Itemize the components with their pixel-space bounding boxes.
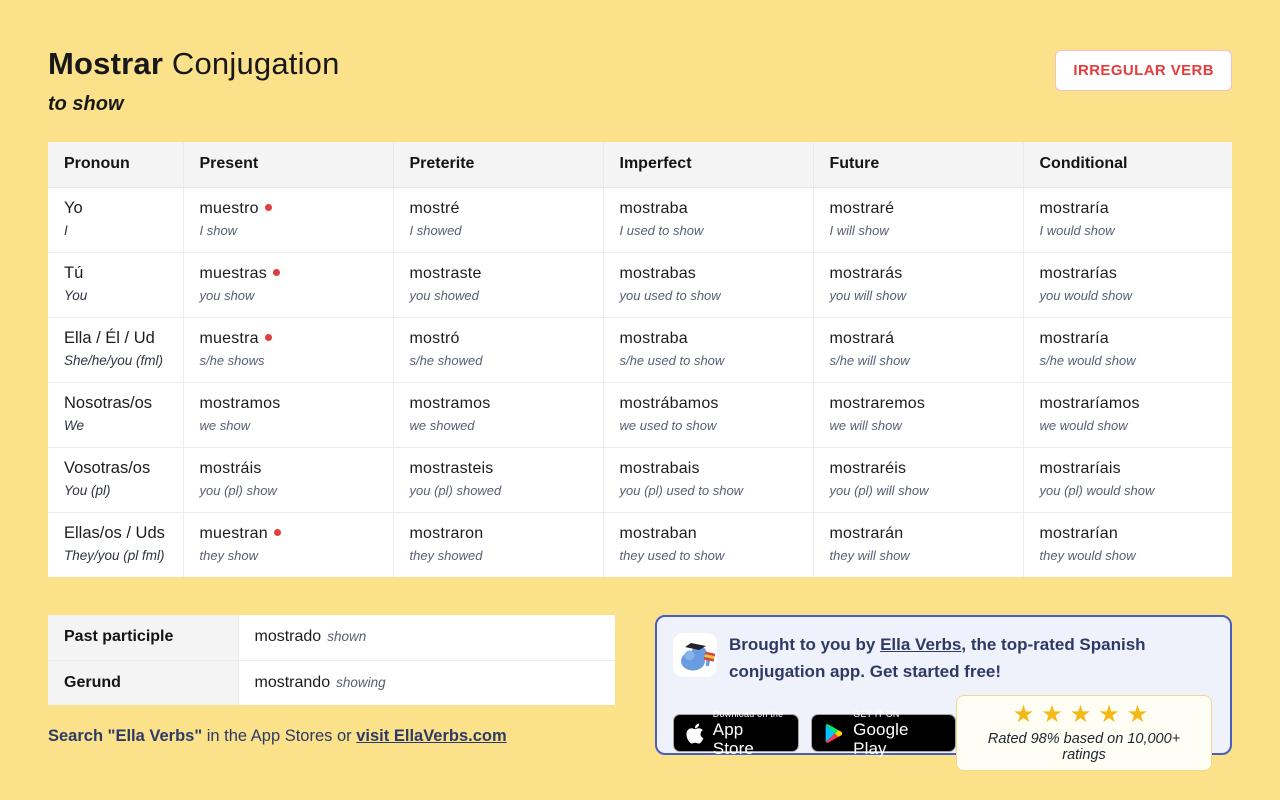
visit-ellaverbs-link[interactable]: visit EllaVerbs.com	[356, 727, 507, 745]
conjugation-cell	[1023, 447, 1232, 512]
pronoun: Yo	[64, 199, 83, 217]
title-suffix: Conjugation	[163, 46, 340, 81]
pronoun: Tú	[64, 264, 84, 282]
conjugated-form: mostraba	[619, 199, 688, 217]
irregular-dot-icon	[273, 269, 280, 276]
form-translation: s/he used to show	[619, 352, 725, 368]
conjugation-table	[48, 142, 1232, 577]
form-translation: they would show	[1039, 547, 1136, 563]
conjugated-form: mostraré	[829, 199, 895, 217]
conjugation-cell	[183, 317, 393, 382]
conjugated-form: mostrasteis	[409, 459, 494, 477]
conjugation-cell	[183, 382, 393, 447]
form-translation: you show	[199, 287, 255, 303]
conjugated-form: mostrará	[829, 329, 895, 347]
promo-box	[655, 615, 1232, 764]
form-translation: I show	[199, 222, 238, 238]
irregular-dot-icon	[265, 334, 272, 341]
form-translation: they show	[199, 547, 259, 563]
conjugated-form: mostraban	[619, 524, 697, 542]
form-translation: you showed	[409, 287, 479, 303]
pronoun-translation: I	[64, 223, 68, 238]
pronoun-cell	[48, 317, 183, 382]
irregular-dot-icon	[265, 204, 272, 211]
form-translation: s/he would show	[1039, 352, 1136, 368]
past-participle-translation: shown	[327, 629, 367, 645]
table-row	[48, 317, 1232, 382]
conjugation-cell	[183, 512, 393, 577]
conjugated-form: mostrarás	[829, 264, 903, 282]
conjugation-cell	[1023, 317, 1232, 382]
conjugation-cell	[603, 382, 813, 447]
promo-footer	[673, 695, 1212, 771]
five-stars-icon: ★★★★★	[1012, 701, 1156, 729]
column-header-present: Present	[183, 142, 393, 187]
gerund-label: Gerund	[48, 660, 238, 705]
conjugation-cell	[813, 252, 1023, 317]
conjugated-form: mostraríais	[1039, 459, 1121, 477]
verb-name: Mostrar	[48, 46, 164, 81]
conjugation-cell	[1023, 382, 1232, 447]
form-translation: you (pl) show	[199, 482, 277, 498]
form-translation: you will show	[829, 287, 907, 303]
conjugation-cell	[393, 382, 603, 447]
table-row	[48, 660, 615, 705]
form-translation: you (pl) used to show	[619, 482, 744, 498]
column-header-imperfect: Imperfect	[603, 142, 813, 187]
conjugation-cell	[813, 382, 1023, 447]
form-translation: we show	[199, 417, 251, 433]
conjugation-cell	[393, 187, 603, 252]
pronoun: Vosotras/os	[64, 459, 151, 477]
pronoun-translation: You (pl)	[64, 483, 111, 498]
conjugated-form: mostrarían	[1039, 524, 1118, 542]
conjugation-cell	[813, 447, 1023, 512]
table-row	[48, 615, 615, 660]
table-row	[48, 512, 1232, 577]
irregular-dot-icon	[274, 529, 281, 536]
conjugation-table-body	[48, 187, 1232, 577]
column-header-conditional: Conditional	[1023, 142, 1232, 187]
table-row	[48, 382, 1232, 447]
pronoun-translation: They/you (pl fml)	[64, 548, 165, 564]
table-row	[48, 187, 1232, 252]
apple-icon	[686, 722, 704, 745]
past-participle-word: mostrado	[254, 628, 322, 646]
conjugated-form: mostraste	[409, 264, 482, 282]
form-translation: you (pl) will show	[829, 482, 929, 498]
table-row	[48, 252, 1232, 317]
pronoun-translation: You	[64, 288, 88, 303]
app-store-note	[48, 727, 615, 746]
search-ella-verbs-text: Search "Ella Verbs"	[48, 727, 203, 745]
verb-translation: to show	[48, 93, 124, 115]
bottom-section	[48, 615, 1232, 764]
conjugation-cell	[393, 512, 603, 577]
conjugated-form: mostraríamos	[1039, 394, 1140, 412]
pronoun: Ella / Él / Ud	[64, 329, 155, 347]
conjugated-form: mostráis	[199, 459, 262, 477]
ella-verbs-app-icon	[673, 633, 717, 677]
form-translation: I would show	[1039, 222, 1115, 238]
promo-text-before: Brought to you by	[729, 635, 881, 654]
form-translation: you (pl) showed	[409, 482, 502, 498]
form-translation: we will show	[829, 417, 902, 433]
pronoun-cell	[48, 447, 183, 512]
conjugated-form: mostramos	[409, 394, 491, 412]
promo-message	[729, 631, 1212, 685]
form-translation: they will show	[829, 547, 910, 563]
pronoun-cell	[48, 252, 183, 317]
appstore-badge-big-text: App Store	[712, 719, 754, 758]
conjugation-cell	[393, 252, 603, 317]
rating-text: Rated 98% based on 10,000+ ratings	[987, 731, 1181, 764]
conjugated-form: mostré	[409, 199, 460, 217]
column-header-preterite: Preterite	[393, 142, 603, 187]
gerund-value	[238, 660, 615, 705]
ella-verbs-link[interactable]: Ella Verbs	[880, 635, 962, 654]
extras-table	[48, 615, 615, 705]
conjugated-form: mostraba	[619, 329, 688, 347]
table-row	[48, 447, 1232, 512]
form-translation: we used to show	[619, 417, 717, 433]
conjugated-form: muestra	[200, 330, 377, 348]
conjugated-form: mostrabais	[619, 459, 700, 477]
conjugated-form: muestras	[200, 265, 377, 283]
conjugation-cell	[393, 317, 603, 382]
pronoun-cell	[48, 512, 183, 577]
form-translation: we showed	[409, 417, 475, 433]
form-translation: s/he will show	[829, 352, 910, 368]
past-participle-label: Past participle	[48, 615, 238, 660]
column-header-pronoun: Pronoun	[48, 142, 183, 187]
conjugation-cell	[1023, 512, 1232, 577]
pronoun-translation: She/he/you (fml)	[64, 353, 164, 368]
gerund-translation: showing	[336, 674, 386, 690]
gerund-word: mostrando	[254, 673, 331, 691]
conjugated-form: muestran	[200, 525, 377, 543]
pronoun-cell	[48, 187, 183, 252]
conjugated-form: mostraría	[1039, 329, 1109, 347]
conjugation-cell	[813, 187, 1023, 252]
conjugated-form: muestro	[200, 200, 377, 218]
conjugation-cell	[603, 187, 813, 252]
promo-header	[673, 631, 1212, 685]
conjugation-cell	[1023, 187, 1232, 252]
form-translation: you used to show	[619, 287, 721, 303]
form-translation: I will show	[829, 222, 889, 238]
google-play-badge[interactable]	[811, 708, 956, 758]
conjugation-cell	[603, 447, 813, 512]
conjugation-cell	[813, 317, 1023, 382]
conjugation-cell	[393, 447, 603, 512]
past-participle-value	[238, 615, 615, 660]
column-header-future: Future	[813, 142, 1023, 187]
conjugation-cell	[1023, 252, 1232, 317]
form-translation: you would show	[1039, 287, 1132, 303]
app-store-badge[interactable]	[673, 708, 799, 758]
conjugation-cell	[603, 252, 813, 317]
pronoun: Ellas/os / Uds	[64, 524, 165, 543]
google-play-icon	[824, 722, 844, 745]
conjugated-form: mostraría	[1039, 199, 1109, 217]
conjugation-cell	[183, 187, 393, 252]
conjugated-form: mostrabas	[619, 264, 696, 282]
page-header	[48, 46, 1232, 116]
conjugation-table-header	[48, 142, 1232, 187]
bottom-left-column	[48, 615, 615, 746]
form-translation: I used to show	[619, 222, 704, 238]
promo-text-after: , the top-rated Spanish conjugation app. Get started free!	[729, 635, 1146, 682]
conjugated-form: mostramos	[199, 394, 281, 412]
conjugated-form: mostró	[409, 329, 460, 347]
store-note-middle: in the App Stores or	[202, 727, 357, 745]
form-translation: we would show	[1039, 417, 1128, 433]
form-translation: you (pl) would show	[1039, 482, 1155, 498]
irregular-verb-badge: IRREGULAR VERB	[1055, 50, 1232, 91]
conjugated-form: mostraron	[409, 524, 484, 542]
form-translation: s/he shows	[199, 352, 265, 368]
pronoun: Nosotras/os	[64, 394, 153, 412]
conjugated-form: mostraremos	[829, 394, 926, 412]
conjugated-form: mostraréis	[829, 459, 907, 477]
form-translation: they used to show	[619, 547, 725, 563]
conjugation-cell	[603, 512, 813, 577]
pronoun-cell	[48, 382, 183, 447]
conjugated-form: mostrarán	[829, 524, 904, 542]
form-translation: s/he showed	[409, 352, 483, 368]
conjugation-cell	[183, 252, 393, 317]
conjugated-form: mostrarías	[1039, 264, 1118, 282]
conjugation-cell	[813, 512, 1023, 577]
conjugated-form: mostrábamos	[619, 394, 719, 412]
form-translation: they showed	[409, 547, 483, 563]
googleplay-badge-big-text: Google Play	[853, 719, 909, 758]
conjugation-cell	[183, 447, 393, 512]
form-translation: I showed	[409, 222, 462, 238]
appstore-badge-small-text: Download on the	[712, 708, 784, 719]
googleplay-badge-small-text: GET IT ON	[853, 708, 900, 719]
conjugation-cell	[603, 317, 813, 382]
page-title	[48, 46, 1232, 82]
pronoun-translation: We	[64, 418, 85, 433]
rating-box	[956, 695, 1212, 771]
